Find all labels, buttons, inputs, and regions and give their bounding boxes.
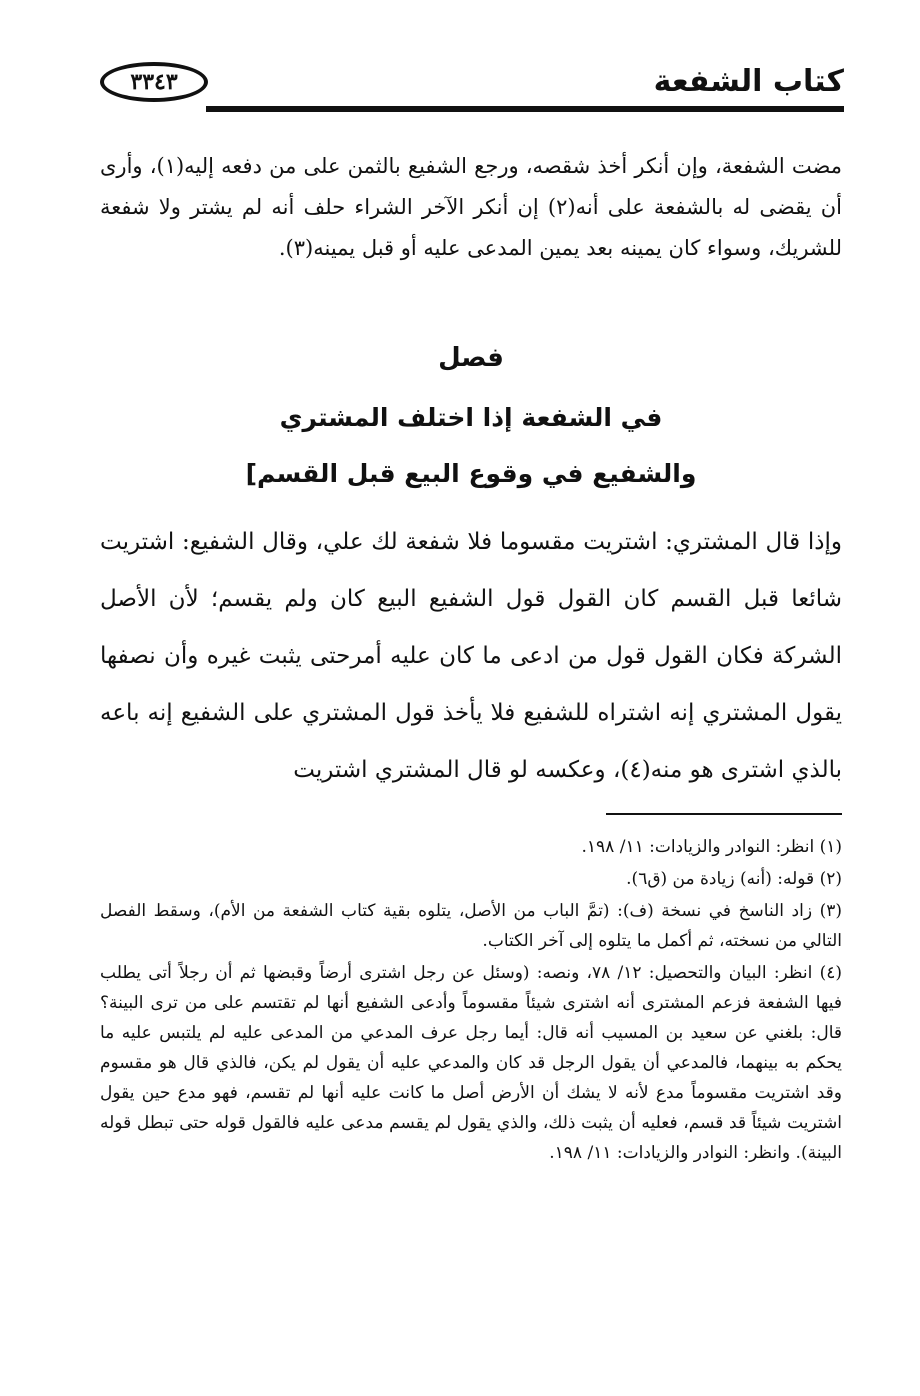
footnote-4: (٤) انظر: البيان والتحصيل: ١٢/ ٧٨، ونصه: (وسئل عن رجل اشترى أرضاً وقبضها ثم أن رجلاً أتى يطلب فيها الشفعة فزعم المشترى أنه اشترى شيئاً مقسوماً وأدعى الشفيع أنها لم تقتسم على من ترى البينة؟ قال: بلغني عن سعيد بن المسيب أنه قال: أيما رجل عرف المدعي من المدعى عليه لم يلتبس عليه ما يحكم به بينهما، فالمدعي أن يقول الرجل قد كان والمدعي عليه أن يقول لم يكن، فالذي قال هو مقسوم وقد اشتريت مقسوماً مدع لأنه لا يشك أن الأرض أصل ما كانت عليه أنها لم تقسم، فهو مدع حين يقول اشتريت شيئاً قد قسم، فعليه أن يثبت ذلك، والذي يقول لم يقسم مدعى عليه فالقول قوله حتى تبطل قوله البينة). وانظر: النوادر والزيادات: ١١/ ١٩٨. xyxy=(100,963,842,1163)
running-title: كتاب الشفعة xyxy=(653,64,844,99)
page-header xyxy=(88,58,844,118)
footnotes xyxy=(100,832,842,1170)
opening-paragraph: مضت الشفعة، وإن أنكر أخذ شقصه، ورجع الشفيع بالثمن على من دفعه إليه(١)، وأرى أن يقضى له بالشفعة على أنه(٢) إن أنكر الآخر الشراء حلف أنه لم يشتر ولا شفعة للشريك، وسواء كان يمينه بعد يمين المدعى عليه أو قبل يمينه(٣). xyxy=(100,154,843,260)
footnote-2: (٢) قوله: (أنه) زيادة من (ق٦). xyxy=(626,869,842,889)
section-subtitle-line2: والشفيع في وقوع البيع قبل القسم] xyxy=(245,459,697,488)
section-label: فصل xyxy=(438,343,504,373)
footnote-separator xyxy=(606,813,842,815)
footnote-3: (٣) زاد الناسخ في نسخة (ف): (تمَّ الباب من الأصل، يتلوه بقية كتاب الشفعة من الأم)، وسقط الفصل التالي من نسخته، ثم أكمل ما يتلوه إلى آخر الكتاب. xyxy=(100,901,842,951)
header-rule xyxy=(206,106,844,112)
page-number: ٣٣٤٣ xyxy=(130,69,178,95)
footnote-1: (١) انظر: النوادر والزيادات: ١١/ ١٩٨. xyxy=(581,837,842,857)
main-paragraph: وإذا قال المشتري: اشتريت مقسوما فلا شفعة لك علي، وقال الشفيع: اشتريت شائعا قبل القسم كان القول قول الشفيع البيع كان ولم يقسم؛ لأن الأصل الشركة فكان القول قول من ادعى ما كان عليه أمرحتى يثبت غيره وأن نصفها يقول المشتري إنه اشتراه للشفيع فلا يأخذ قول المشتري على الشفيع إنه باعه بالذي اشترى هو منه(٤)، وعكسه لو قال المشتري اشتريت xyxy=(100,529,842,783)
section-subtitle-line1: في الشفعة إذا اختلف المشتري xyxy=(279,403,663,432)
page-number-oval xyxy=(100,62,208,102)
